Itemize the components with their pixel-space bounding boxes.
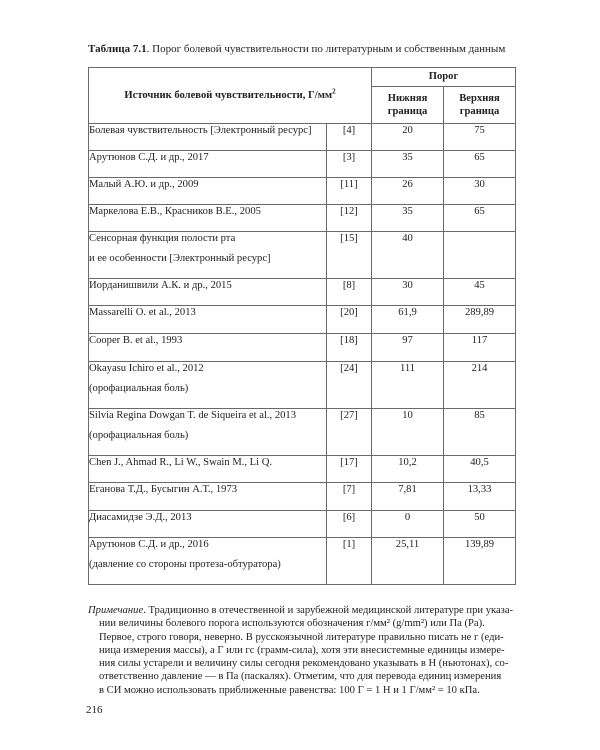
table-row xyxy=(89,232,516,279)
upper-value: 139,89 xyxy=(444,538,516,585)
lower-bound-header: Нижняя граница xyxy=(372,87,444,124)
note-line: в СИ можно использовать приближенные равенства: 100 Г = 1 Н и 1 Г/мм² = 10 кПа. xyxy=(99,684,480,696)
note-line: Первое, строго говоря, неверно. В русскоязычной литературе правильно писать не г (еди- xyxy=(99,631,504,643)
table-row xyxy=(89,511,516,538)
source-column-header: Источник болевой чувствительности, $Г/мм^2$ xyxy=(89,68,372,124)
table-row xyxy=(89,362,516,409)
reference-cell: [7] xyxy=(327,483,372,511)
lower-value: 26 xyxy=(372,178,444,205)
note-line: ния силы устарели и величину силы сегодня рекомендовано указывать в Н (ньютонах), со- xyxy=(99,658,509,670)
lower-value: 111 xyxy=(372,362,444,409)
upper-value: 40,5 xyxy=(444,456,516,483)
reference-cell: [24] xyxy=(327,362,372,409)
reference-cell: [18] xyxy=(327,334,372,362)
source-cell: Еганова Т.Д., Бусыгин А.Т., 1973 xyxy=(89,483,327,511)
table-row xyxy=(89,279,516,306)
note-line: нии величины болевого порога используются обозначения г/мм² (g/mm²) или Па (Pa). xyxy=(99,618,485,630)
lower-value: 10,2 xyxy=(372,456,444,483)
lower-value: 61,9 xyxy=(372,306,444,334)
source-cell: Диасамидзе Э.Д., 2013 xyxy=(89,511,327,538)
source-cell: Малый А.Ю. и др., 2009 xyxy=(89,178,327,205)
table-row xyxy=(89,205,516,232)
upper-value: 117 xyxy=(444,334,516,362)
lower-value: 7,81 xyxy=(372,483,444,511)
reference-cell: [3] xyxy=(327,151,372,178)
upper-value: 85 xyxy=(444,409,516,456)
threshold-header: Порог xyxy=(372,68,516,87)
upper-value: 45 xyxy=(444,279,516,306)
source-cell: Silvia Regina Dowgan T. de Siqueira et al., 2013 (орофациальная боль) xyxy=(89,409,327,456)
reference-cell: [27] xyxy=(327,409,372,456)
source-cell: Маркелова Е.В., Красников В.Е., 2005 xyxy=(89,205,327,232)
table-note xyxy=(88,604,518,697)
upper-value: 75 xyxy=(444,124,516,151)
reference-cell: [8] xyxy=(327,279,372,306)
reference-cell: [4] xyxy=(327,124,372,151)
upper-value: 50 xyxy=(444,511,516,538)
table-row xyxy=(89,306,516,334)
lower-value: 10 xyxy=(372,409,444,456)
table-row xyxy=(89,151,516,178)
reference-cell: [11] xyxy=(327,178,372,205)
lower-value: 35 xyxy=(372,151,444,178)
reference-cell: [6] xyxy=(327,511,372,538)
table-label: Таблица 7.1 xyxy=(88,43,147,55)
table-row xyxy=(89,334,516,362)
lower-value: 30 xyxy=(372,279,444,306)
reference-cell: [17] xyxy=(327,456,372,483)
table-title: . Порог болевой чувствительности по литературным и собственным данным xyxy=(146,43,506,55)
table-row xyxy=(89,538,516,585)
upper-value: 65 xyxy=(444,151,516,178)
reference-cell: [15] xyxy=(327,232,372,279)
reference-cell: [20] xyxy=(327,306,372,334)
source-cell: Сенсорная функция полости рта и ее особенности [Электронный ресурс] xyxy=(89,232,327,279)
lower-value: 25,11 xyxy=(372,538,444,585)
table-row xyxy=(89,409,516,456)
upper-value: 30 xyxy=(444,178,516,205)
table-row xyxy=(89,483,516,511)
lower-value: 0 xyxy=(372,511,444,538)
source-cell: Болевая чувствительность [Электронный ресурс] xyxy=(89,124,327,151)
upper-value: 289,89 xyxy=(444,306,516,334)
source-cell: Okayasu Ichiro et al., 2012 (орофациальная боль) xyxy=(89,362,327,409)
lower-value: 40 xyxy=(372,232,444,279)
source-cell: Chen J., Ahmad R., Li W., Swain M., Li Q. xyxy=(89,456,327,483)
source-cell: Cooper B. et al., 1993 xyxy=(89,334,327,362)
table-row xyxy=(89,456,516,483)
page-number: 216 xyxy=(86,704,103,716)
lower-value: 20 xyxy=(372,124,444,151)
reference-cell: [12] xyxy=(327,205,372,232)
source-cell: Арутюнов С.Д. и др., 2016 (давление со стороны протеза-обтуратора) xyxy=(89,538,327,585)
note-line: ответственно давление — в Па (паскалях). Отметим, что для перевода единиц измерения xyxy=(99,671,502,683)
table-caption xyxy=(88,43,518,56)
table-row xyxy=(89,124,516,151)
note-line: Примечание. Традиционно в отечественной и зарубежной медицинской литературе при указа- xyxy=(88,605,514,616)
source-cell: Massarelli O. et al., 2013 xyxy=(89,306,327,334)
note-line: ница измерения массы), а Г или гс (грамм-сила), хотя эти внесистемные единицы измере- xyxy=(99,644,505,656)
upper-value: 65 xyxy=(444,205,516,232)
upper-value: 13,33 xyxy=(444,483,516,511)
reference-cell: [1] xyxy=(327,538,372,585)
source-cell: Иорданишвили А.К. и др., 2015 xyxy=(89,279,327,306)
upper-value xyxy=(444,232,516,279)
pain-threshold-table xyxy=(88,67,516,585)
upper-bound-header: Верхняя граница xyxy=(444,87,516,124)
lower-value: 97 xyxy=(372,334,444,362)
note-label: Примечание xyxy=(88,605,144,616)
table-row xyxy=(89,178,516,205)
source-cell: Арутюнов С.Д. и др., 2017 xyxy=(89,151,327,178)
lower-value: 35 xyxy=(372,205,444,232)
upper-value: 214 xyxy=(444,362,516,409)
